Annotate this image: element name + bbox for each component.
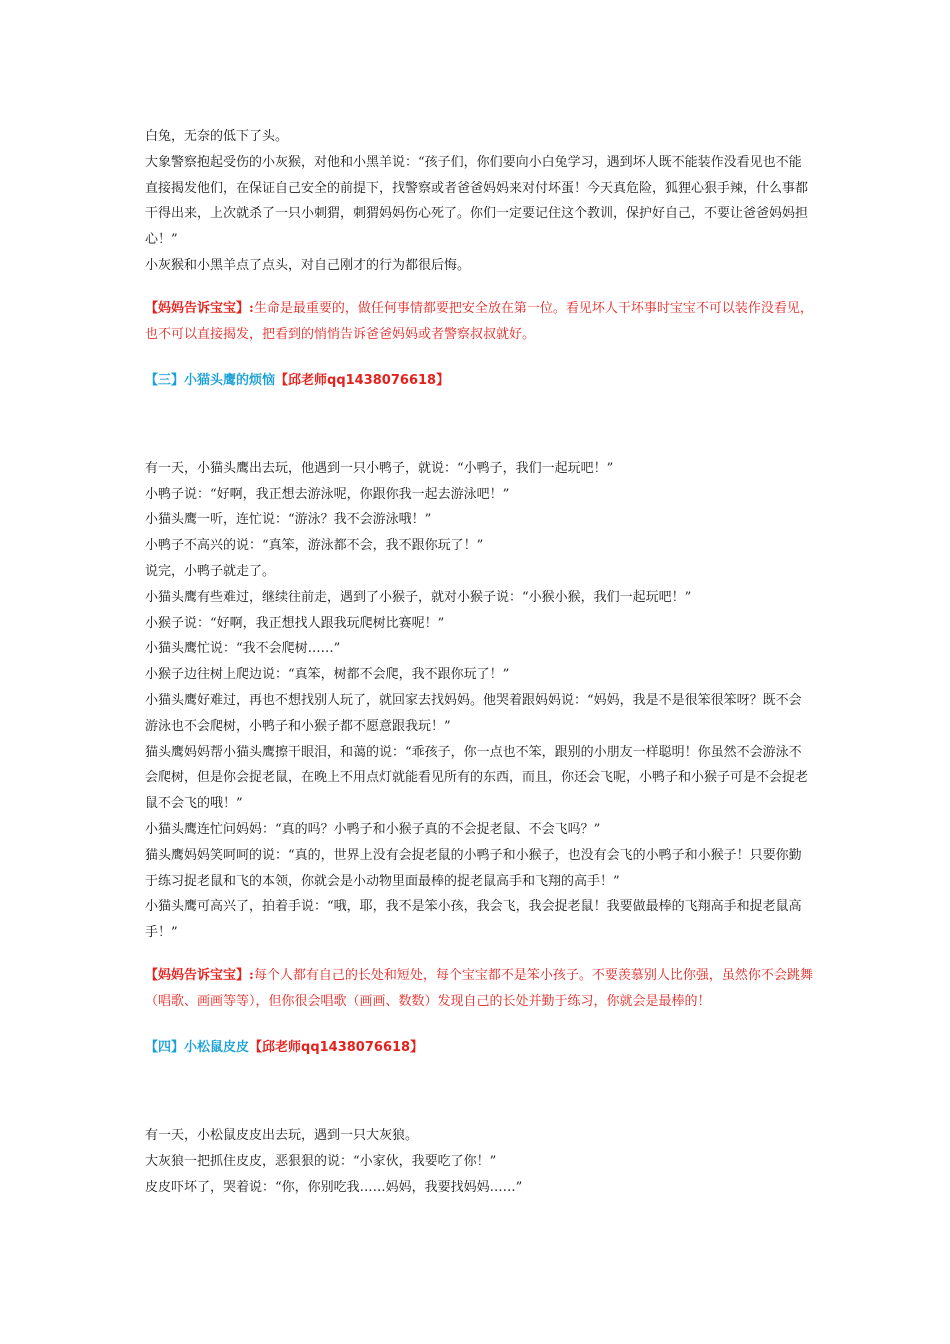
paragraph: 小猫头鹰有些难过，继续往前走，遇到了小猴子，就对小猴子说：“小猴小猴，我们一起玩吧！” (145, 589, 692, 605)
mom-tip (145, 296, 813, 348)
paragraph: 说完，小鸭子就走了。 (145, 563, 276, 579)
paragraph: 大灰狼一把抓住皮皮，恶狠狠的说：“小家伙，我要吃了你！” (145, 1153, 497, 1169)
paragraph: 小猫头鹰连忙问妈妈：“真的吗？小鸭子和小猴子真的不会捉老鼠、不会飞吗？” (145, 821, 601, 837)
paragraph: 小猴子边往树上爬边说：“真笨，树都不会爬，我不跟你玩了！” (145, 667, 510, 683)
paragraph: 小猫头鹰忙说：“我不会爬树……” (145, 641, 341, 657)
mom-tip (145, 963, 813, 1015)
paragraph: 小鸭子说：“好啊，我正想去游泳呢，你跟你我一起去游泳吧！” (145, 486, 510, 502)
document-page (145, 124, 813, 1200)
section-four-text (145, 1123, 813, 1200)
paragraph: 小猫头鹰好难过，再也不想找别人玩了，就回家去找妈妈。他哭着跟妈妈说：“妈妈，我是不是很笨很笨呀？既不会游泳也不会爬树，小鸭子和小猴子都不愿意跟我玩！” (145, 692, 802, 734)
mom-tip-text: 生命是最重要的，做任何事情都要把安全放在第一位。看见坏人干坏事时宝宝不可以装作没看见，也不可以直接揭发，把看到的悄悄告诉爸爸妈妈或者警察叔叔就好。 (145, 300, 813, 342)
teacher-contact: 【邱老师qq1438076618】 (275, 372, 450, 388)
section-three-text (145, 456, 813, 946)
section-title: 【三】小猫头鹰的烦恼 (145, 372, 276, 388)
paragraph: 小猴子说：“好啊，我正想找人跟我玩爬树比赛呢！” (145, 615, 445, 631)
paragraph: 白兔，无奈的低下了头。 (145, 129, 289, 144)
paragraph: 有一天，小猫头鹰出去玩，他遇到一只小鸭子，就说：“小鸭子，我们一起玩吧！” (145, 460, 614, 476)
paragraph: 小鸭子不高兴的说：“真笨，游泳都不会，我不跟你玩了！” (145, 538, 484, 554)
section-heading (145, 1035, 813, 1061)
mom-tip-label: 【妈妈告诉宝宝】: (145, 300, 254, 316)
mom-tip-label: 【妈妈告诉宝宝】: (145, 967, 254, 983)
section-heading (145, 368, 813, 394)
paragraph: 猫头鹰妈妈帮小猫头鹰擦干眼泪，和蔼的说：“乖孩子，你一点也不笨，跟别的小朋友一样聪明！你虽然不会游泳不会爬树，但是你会捉老鼠，在晚上不用点灯就能看见所有的东西，而且，你还会飞呢，小鸭子和小猴子可是不会捉老鼠不会飞的哦！” (145, 744, 809, 812)
teacher-contact: 【邱老师qq1438076618】 (249, 1039, 424, 1055)
paragraph: 小猫头鹰可高兴了，拍着手说：“哦，耶，我不是笨小孩，我会飞，我会捉老鼠！我要做最棒的飞翔高手和捉老鼠高手！” (145, 899, 802, 941)
section-two-text (145, 124, 813, 279)
paragraph: 小猫头鹰一听，连忙说：“游泳？我不会游泳哦！” (145, 512, 432, 528)
paragraph: 皮皮吓坏了，哭着说：“你，你别吃我……妈妈，我要找妈妈……” (145, 1179, 523, 1195)
mom-tip-text: 每个人都有自己的长处和短处，每个宝宝都不是笨小孩子。不要羡慕别人比你强，虽然你不会跳舞（唱歌、画画等等），但你很会唱歌（画画、数数）发现自己的长处并勤于练习，你就会是最棒的！ (145, 967, 813, 1009)
section-title: 【四】小松鼠皮皮 (145, 1039, 250, 1055)
paragraph: 有一天，小松鼠皮皮出去玩，遇到一只大灰狼。 (145, 1127, 419, 1143)
paragraph: 小灰猴和小黑羊点了点头，对自己刚才的行为都很后悔。 (145, 257, 471, 273)
paragraph: 猫头鹰妈妈笑呵呵的说：“真的，世界上没有会捉老鼠的小鸭子和小猴子，也没有会飞的小鸭子和小猴子！只要你勤于练习捉老鼠和飞的本领，你就会是小动物里面最棒的捉老鼠高手和飞翔的高手！” (145, 847, 802, 889)
paragraph: 大象警察抱起受伤的小灰猴，对他和小黑羊说：“孩子们，你们要向小白兔学习，遇到坏人既不能装作没看见也不能直接揭发他们，在保证自己安全的前提下，找警察或者爸爸妈妈来对付坏蛋！今天真危险，狐狸心狠手辣，什么事都干得出来，上次就杀了一只小刺猬，刺猬妈妈伤心死了。你们一定要记住这个教训，保护好自己，不要让爸爸妈妈担心！” (145, 154, 809, 248)
